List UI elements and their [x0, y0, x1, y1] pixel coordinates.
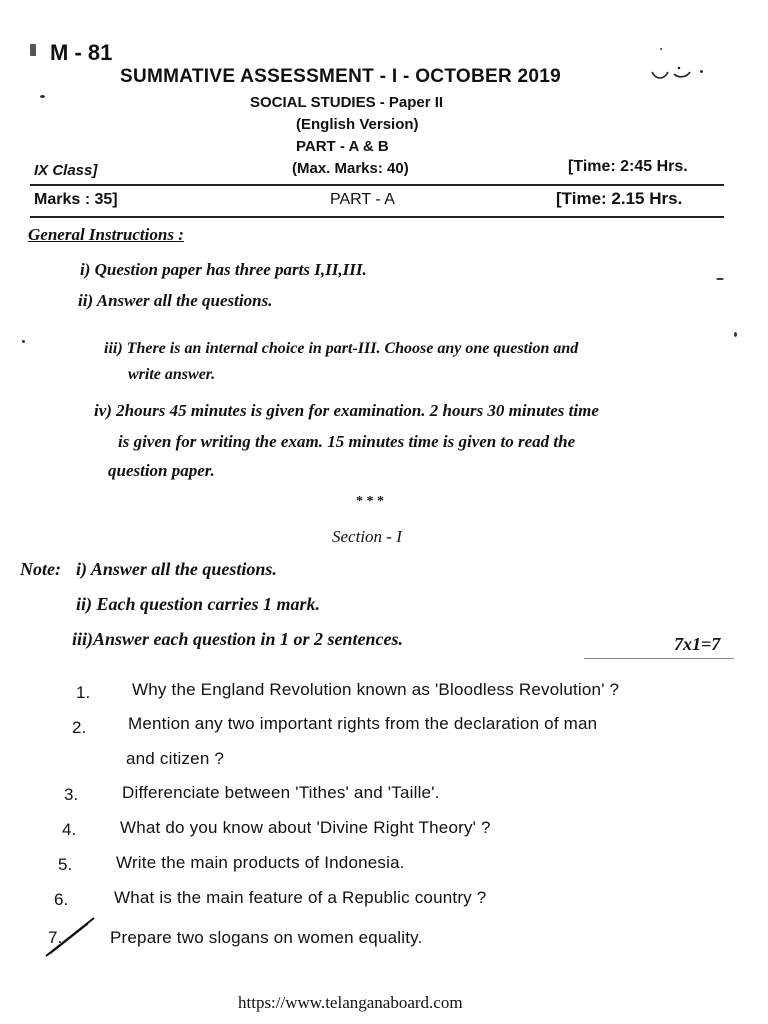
note-item: iii)Answer each question in 1 or 2 sentences. [72, 629, 404, 649]
question-text: What do you know about 'Divine Right Theory' ? [120, 818, 491, 837]
paper-code: M - 81 [50, 40, 113, 65]
question-text: Why the England Revolution known as 'Bloodless Revolution' ? [132, 680, 620, 699]
header-rule-bottom [30, 216, 724, 218]
instruction-item: write answer. [128, 366, 216, 383]
version-line: (English Version) [296, 116, 419, 133]
max-marks: (Max. Marks: 40) [292, 160, 409, 177]
question-number: 1. [76, 683, 91, 702]
note-item: i) Answer all the questions. [76, 559, 277, 579]
part-a-label: PART - A [330, 191, 395, 208]
exam-title: SUMMATIVE ASSESSMENT - I - OCTOBER 2019 [120, 66, 562, 87]
instructions-heading: General Instructions : [28, 225, 184, 244]
question-text: What is the main feature of a Republic country ? [114, 888, 487, 907]
scan-speck [22, 340, 25, 343]
time-total: [Time: 2:45 Hrs. [568, 158, 688, 175]
question-number: 2. [72, 718, 87, 737]
question-number: 4. [62, 820, 77, 839]
note-label: Note: [20, 559, 61, 579]
question-text: Write the main products of Indonesia. [116, 853, 405, 872]
instruction-item: is given for writing the exam. 15 minutes time is given to read the [118, 432, 576, 451]
scan-speck [40, 95, 45, 98]
scan-speck [660, 48, 662, 50]
class-label: IX Class] [34, 162, 98, 179]
time-part-a: [Time: 2.15 Hrs. [556, 189, 683, 208]
question-number: 7. [48, 928, 63, 947]
scan-speck [30, 44, 36, 56]
instruction-item: iv) 2hours 45 minutes is given for examination. 2 hours 30 minutes time [94, 401, 599, 420]
header-rule-top [30, 184, 724, 186]
instruction-item: iii) There is an internal choice in part-III. Choose any one question and [104, 340, 579, 357]
question-number: 5. [58, 855, 73, 874]
question-text-continued: and citizen ? [126, 749, 225, 768]
instruction-item: question paper. [108, 461, 215, 480]
instruction-item: ii) Answer all the questions. [78, 291, 273, 310]
question-text: Prepare two slogans on women equality. [110, 928, 423, 947]
scan-speck [700, 70, 703, 73]
section-divider: * * * [356, 494, 384, 509]
question-number: 3. [64, 785, 79, 804]
instruction-item: i) Question paper has three parts I,II,III. [80, 260, 367, 279]
handwritten-tick [40, 914, 100, 960]
subject-line: SOCIAL STUDIES - Paper II [250, 94, 444, 111]
section-title: Section - I [332, 527, 402, 546]
handwritten-mark [648, 62, 698, 82]
marks-rule [584, 658, 734, 659]
marks-formula: 7x1=7 [674, 634, 721, 654]
scan-speck [716, 278, 724, 280]
note-item: ii) Each question carries 1 mark. [76, 594, 321, 614]
question-number: 6. [54, 890, 69, 909]
question-text: Mention any two important rights from the declaration of man [128, 714, 598, 733]
parts-line: PART - A & B [296, 138, 389, 155]
scan-speck [734, 332, 737, 337]
question-text: Differenciate between 'Tithes' and 'Taille'. [122, 783, 440, 802]
footer-url: https://www.telanganaboard.com [238, 993, 463, 1012]
marks-part-a: Marks : 35] [34, 191, 118, 208]
